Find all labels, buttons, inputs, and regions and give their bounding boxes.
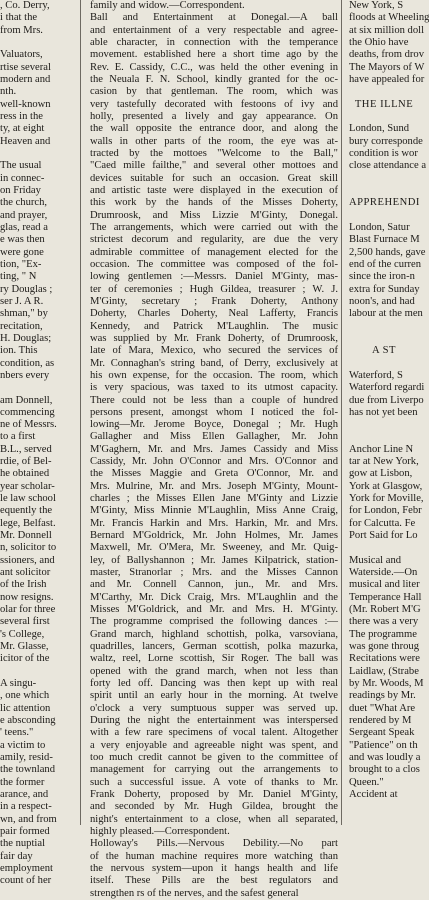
text-line: lege, Belfast. bbox=[0, 517, 56, 529]
text-line: Maxwell, Mr. O'Mera, Mr. Sweeney, and Mr. Quig- bbox=[90, 542, 338, 554]
text-line: ion. This bbox=[0, 345, 38, 357]
text-line: duet "What Are bbox=[349, 702, 416, 714]
text-line: condition, as bbox=[0, 357, 55, 369]
text-line: Misses M'Goldrick, and Mr. and Mrs. H. M'Ginty. bbox=[90, 604, 338, 616]
text-line: employment bbox=[0, 862, 53, 874]
text-line: ress in the bbox=[0, 110, 43, 122]
text-line: nbers every bbox=[0, 369, 50, 381]
text-line: the Ohio have bbox=[349, 36, 409, 48]
text-line: tracted by the mottoes "Welcome to the Ball," bbox=[90, 147, 338, 159]
text-line: have appealed for bbox=[349, 73, 425, 85]
column-rule-right bbox=[341, 0, 342, 825]
text-line: Waterford, S bbox=[349, 369, 403, 381]
text-line: master, Stranorlar ; Mrs. and the Misses Cannon bbox=[90, 567, 338, 579]
text-line: e was then bbox=[0, 234, 45, 246]
text-line: A singu- bbox=[0, 678, 37, 690]
text-line bbox=[0, 382, 76, 394]
text-line bbox=[346, 358, 419, 370]
text-line: Gallagher and Miss Ellen Gallagher, Mr. John bbox=[90, 431, 338, 443]
text-line: le law school bbox=[0, 493, 56, 505]
text-line: Mr. Donnell bbox=[0, 530, 52, 542]
text-line: musical and liter bbox=[349, 579, 420, 591]
text-line: the nuptial bbox=[0, 838, 46, 850]
text-line: 's College, bbox=[0, 628, 45, 640]
text-line: Doherty, Charles Doherty, Neal Lafferty, Francis bbox=[90, 308, 338, 320]
text-line: casion by that gentleman. The room, which was bbox=[90, 86, 338, 98]
text-line: 2,500 hands, gave bbox=[349, 246, 426, 258]
text-line: of the Irish bbox=[0, 579, 47, 591]
text-line: "Caed mille failthe," and several other mottoes and bbox=[90, 160, 338, 172]
text-line: APPREHENDI bbox=[349, 197, 420, 209]
text-line: has not yet been bbox=[349, 406, 418, 418]
text-line bbox=[346, 419, 419, 431]
text-line: n, solicitor to bbox=[0, 542, 57, 554]
text-line: family and widow.—Correspondent. bbox=[90, 0, 245, 11]
text-line: modern and bbox=[0, 73, 51, 85]
text-line: very tastefully decorated with festoons of ivy and bbox=[90, 98, 338, 110]
text-line: Drumroosk, and Miss Lizzie M'Ginty, Donegal. bbox=[90, 209, 338, 221]
text-line: highly pleased.—Correspondent. bbox=[90, 825, 230, 837]
text-line: lic attention bbox=[0, 702, 51, 714]
text-line: of the human machine requires more watching than bbox=[90, 850, 338, 862]
text-line: , Co. Derry, bbox=[0, 0, 50, 11]
text-line: shman," by bbox=[0, 308, 48, 320]
text-line: bury corresponde bbox=[349, 135, 423, 147]
text-line: o'clock a very sumptuous supper was served up. bbox=[90, 702, 338, 714]
text-line: New York, S bbox=[349, 0, 404, 11]
text-line: is very spacious, was taxed to its utmost capacity. bbox=[90, 382, 338, 394]
text-line: strengthen rs of the nerves, and the safest general bbox=[90, 887, 299, 899]
text-line: holly, presented a lively and gay appearance. On bbox=[90, 110, 338, 122]
text-line: was supplied by Mr. Frank Doherty, of Drumroosk, bbox=[90, 332, 338, 344]
text-line: H. Douglas; bbox=[0, 332, 52, 344]
text-line: (Mr. Robert M'G bbox=[349, 604, 421, 616]
text-line: devices suitable for such an occasion. Great skill bbox=[90, 172, 338, 184]
text-line: several first bbox=[0, 616, 50, 628]
text-line: tar at New York, bbox=[349, 456, 419, 468]
text-line: labour at the men bbox=[349, 308, 423, 320]
text-line: During the night the entertainment was interspersed bbox=[90, 715, 338, 727]
text-line: opened with the grand march, when not less than bbox=[90, 665, 338, 677]
text-line: Recitations were bbox=[349, 653, 420, 665]
middle-column-text bbox=[86, 0, 338, 900]
left-column-text bbox=[0, 0, 76, 888]
text-line: the Neuala F. N. School, kindly granted for the oc- bbox=[90, 73, 338, 85]
text-line: Ball and Entertainment at Donegal.—A ball bbox=[90, 12, 338, 24]
text-line: pair formed bbox=[0, 825, 50, 837]
text-line: occasion. The committee was composed of the fol- bbox=[90, 258, 338, 270]
text-line: spirit until an early hour in the morning. At twelve bbox=[90, 690, 338, 702]
text-line: and artistic taste were displayed in the execution of bbox=[90, 184, 338, 196]
text-line: a victim to bbox=[0, 739, 46, 751]
text-line bbox=[346, 431, 419, 443]
text-line: and Mr. Connell Cannon, jun., Mr. and Mrs. bbox=[90, 579, 338, 591]
text-line: The programme comprised the following dances :— bbox=[90, 616, 338, 628]
text-line: ser J. A R. bbox=[0, 295, 44, 307]
text-line: lowing gentlemen :—Messrs. Daniel M'Ginty, mas- bbox=[90, 271, 338, 283]
text-line: A ST bbox=[371, 345, 397, 357]
text-line bbox=[346, 111, 419, 123]
text-line: to a first bbox=[0, 431, 36, 443]
text-line: and entertainment of a very respectable and agree- bbox=[90, 24, 338, 36]
text-line: admirable committee of management elected for the bbox=[90, 246, 338, 258]
text-line: Port Said for Lo bbox=[349, 530, 418, 542]
text-line: rendered by M bbox=[349, 715, 412, 727]
text-line: movement. established here a short time ago by the bbox=[90, 49, 338, 61]
text-line: M'Carthy, Mr. Dick Craig, Mrs. M'Laughlin and the bbox=[90, 591, 338, 603]
text-line: THE ILLNE bbox=[354, 98, 414, 110]
text-line: ty, at eight bbox=[0, 123, 45, 135]
text-line: itself. These Pills are the best regulators and bbox=[90, 875, 338, 887]
text-line bbox=[346, 173, 419, 185]
text-line: extra for Sunday bbox=[349, 283, 420, 295]
text-line: at six million doll bbox=[349, 24, 425, 36]
text-line: due from Liverpo bbox=[349, 394, 424, 406]
right-column-text bbox=[346, 0, 429, 801]
text-line: Blast Furnace M bbox=[349, 234, 420, 246]
text-line: icitor of the bbox=[0, 653, 50, 665]
text-line: waltz, reel, Lorne scottish, Sir Roger. The ball was bbox=[90, 653, 338, 665]
text-line: were gone bbox=[0, 246, 44, 258]
text-line: was gone throug bbox=[349, 641, 420, 653]
text-line: London, Satur bbox=[349, 221, 410, 233]
text-line: readings by Mr. bbox=[349, 690, 416, 702]
text-line bbox=[346, 86, 419, 98]
text-line: ne of Messrs. bbox=[0, 419, 57, 431]
left-column bbox=[0, 0, 76, 887]
middle-column bbox=[86, 0, 338, 899]
text-line: by Mr. Woods, M bbox=[349, 678, 424, 690]
text-line: the former bbox=[0, 776, 45, 788]
text-line: Mrs. Mulrine, Mr. and Mrs. Joseph M'Ginty, Mount- bbox=[90, 480, 338, 492]
text-line: i that the bbox=[0, 12, 38, 24]
text-line: fair day bbox=[0, 850, 33, 862]
text-line: Rev. E. Cassidy, C.C., was held the other evening in bbox=[90, 61, 338, 73]
text-line: Mr. Glasse, bbox=[0, 641, 49, 653]
text-line: persons present, amongst whom I noticed the fol- bbox=[90, 406, 338, 418]
text-line: Kennedy, and Patrick M'Laughlin. The music bbox=[90, 320, 338, 332]
text-line: Holloway's Pills.—Nervous Debility.—No part bbox=[90, 838, 338, 850]
text-line bbox=[0, 37, 76, 49]
text-line: Waterside.—On bbox=[349, 567, 418, 579]
text-line: arance, and bbox=[0, 789, 49, 800]
text-line: amily, resid- bbox=[0, 752, 53, 764]
text-line bbox=[346, 542, 419, 554]
text-line: glas, read a bbox=[0, 221, 48, 233]
text-line: Mr. Connaghan's string band, of Derry, exclusively at bbox=[90, 357, 338, 369]
text-line: rdie, of Bel- bbox=[0, 456, 52, 468]
text-line: tion, "Ex- bbox=[0, 258, 42, 270]
text-line: in a respect- bbox=[0, 801, 52, 813]
text-line: commencing bbox=[0, 406, 55, 418]
text-line bbox=[346, 321, 419, 333]
text-line: his own expense, for the occasion. The room, which bbox=[90, 369, 338, 381]
text-line: the church, bbox=[0, 197, 48, 209]
text-line: charles ; the Misses Ellen Jane M'Ginty and Lizzie bbox=[90, 493, 338, 505]
text-line: "Patience" on th bbox=[349, 739, 418, 751]
text-line: e absconding bbox=[0, 715, 56, 727]
text-line: night's entertainment to a close, when all separated, bbox=[90, 813, 338, 825]
text-line: ley, of Ballyshannon ; Mr. James Kilpatrick, station- bbox=[90, 554, 338, 566]
text-line: close attendance a bbox=[349, 160, 427, 172]
text-line: a very enjoyable and agreeable night was spent, and bbox=[90, 739, 338, 751]
text-line: equently the bbox=[0, 505, 53, 517]
text-line: floods at Wheeling bbox=[349, 12, 429, 24]
text-line: Bernard M'Goldrick, Mr. John Holmes, Mr. James bbox=[90, 530, 338, 542]
text-line: Accident at bbox=[349, 789, 398, 800]
text-line: Cassidy, Mr. John O'Connor and Mrs. O'Connor and bbox=[90, 456, 338, 468]
text-line: M'Ginty, secretary ; Frank Doherty, Anthony bbox=[90, 295, 338, 307]
right-column bbox=[346, 0, 429, 825]
text-line: nth. bbox=[0, 86, 17, 98]
text-line: There could not be less than a couple of hundred bbox=[90, 394, 338, 406]
text-line: condition is wor bbox=[349, 147, 418, 159]
text-line: ' teens." bbox=[0, 727, 34, 739]
text-line bbox=[346, 333, 419, 345]
text-line: with a few rare specimens of vocal talent. Altogether bbox=[90, 727, 338, 739]
text-line: Queen." bbox=[349, 776, 384, 788]
text-line: on Friday bbox=[0, 184, 41, 196]
text-line: ting, " N bbox=[0, 271, 37, 283]
text-line: The Mayors of W bbox=[349, 61, 425, 73]
text-line: and seconded by Mr. Hugh Gildea, brought the bbox=[90, 801, 338, 813]
text-line: brought to a clos bbox=[349, 764, 420, 776]
text-line: since the iron-n bbox=[349, 271, 415, 283]
text-line: Temperance Hall bbox=[349, 591, 422, 603]
text-line: too much credit cannot be given to the committee of bbox=[90, 752, 338, 764]
text-line: The arrangements, which were carried out with the bbox=[90, 221, 338, 233]
text-line: Laidlaw, (Strabe bbox=[349, 665, 419, 677]
text-line: olar for three bbox=[0, 604, 56, 616]
text-line: walls in other parts of the room, the eye was at- bbox=[90, 135, 338, 147]
text-line: the Misses Maggie and Greta O'Connor, Mr. and bbox=[90, 468, 338, 480]
text-line: for Calcutta. Fe bbox=[349, 517, 416, 529]
text-line: Grand march, highland schottish, polka, varsoviana, bbox=[90, 628, 338, 640]
text-line: Anchor Line N bbox=[349, 443, 414, 455]
text-line: able character, in connection with the temperance bbox=[90, 36, 338, 48]
text-line: the townland bbox=[0, 764, 56, 776]
text-line: York at Glasgow, bbox=[349, 480, 423, 492]
text-line: Valuators, bbox=[0, 49, 43, 61]
text-line: Sergeant Speak bbox=[349, 727, 415, 739]
text-line: wn, and from bbox=[0, 813, 57, 825]
text-line: this work by the hands of the Misses Doherty, bbox=[90, 197, 338, 209]
text-line: the wall opposite the entrance door, and along the bbox=[90, 123, 338, 135]
text-line: Waterford regardi bbox=[349, 382, 425, 394]
text-line: for London, Febr bbox=[349, 505, 422, 517]
text-line: ry Douglas ; bbox=[0, 283, 53, 295]
text-line: York for Moville, bbox=[349, 493, 424, 505]
text-line: ssioners, and bbox=[0, 554, 55, 566]
text-line: The programme bbox=[349, 628, 417, 640]
text-line: gow at Lisbon, bbox=[349, 468, 413, 480]
text-line: lowing—Mr. Jerome Boyce, Donegal ; Mr. Hugh bbox=[90, 419, 338, 431]
text-line: Frank Doherty, proposed by Mr. Daniel M'Ginty, bbox=[90, 789, 338, 800]
text-line: The usual bbox=[0, 160, 42, 172]
text-line: strictest decorum and regularity, are due the very bbox=[90, 234, 338, 246]
text-line: ter of ceremonies ; Hugh Gildea, treasurer ; W. J. bbox=[90, 283, 338, 295]
text-line: quadrilles, lancers, German scottish, polka mazurka, bbox=[90, 641, 338, 653]
text-line: now resigns. bbox=[0, 591, 54, 603]
text-line: M'Gaghern, Mr. and Mrs. James Cassidy and Miss bbox=[90, 443, 338, 455]
column-rule-left bbox=[80, 0, 81, 825]
text-line: in connec- bbox=[0, 172, 45, 184]
text-line: rtise several bbox=[0, 61, 51, 73]
text-line bbox=[0, 666, 76, 678]
text-line: London, Sund bbox=[349, 123, 410, 135]
text-line: Mr. Francis Harkin and Mrs. Harkin, Mr. and Mrs. bbox=[90, 517, 338, 529]
text-line: late of Mara, Mexico, who secured the services of bbox=[90, 345, 338, 357]
text-line bbox=[346, 210, 419, 222]
text-line: management for carrying out the arrangements to bbox=[90, 764, 338, 776]
text-line: well-known bbox=[0, 98, 51, 110]
text-line: the nervous system—upon it hangs health and life bbox=[90, 862, 338, 874]
text-line: from Mrs. bbox=[0, 24, 43, 36]
text-line: and was loudly a bbox=[349, 752, 421, 764]
text-line bbox=[346, 185, 419, 197]
text-line: and prayer, bbox=[0, 209, 48, 221]
text-line: Heaven and bbox=[0, 135, 51, 147]
text-line: noon's, and had bbox=[349, 295, 415, 307]
text-line: end of the curren bbox=[349, 258, 422, 270]
text-line: Musical and bbox=[349, 554, 402, 566]
text-line: am Donnell, bbox=[0, 394, 53, 406]
text-line: recitation, bbox=[0, 320, 43, 332]
text-line: such a successful issue. A vote of thanks to Mr. bbox=[90, 776, 338, 788]
text-line: M'Ginty, Miss Minnie M'Laughlin, Miss Anne Craig, bbox=[90, 505, 338, 517]
text-line: year scholar- bbox=[0, 480, 55, 492]
text-line: there was a very bbox=[349, 616, 419, 628]
text-line: B.L., served bbox=[0, 443, 52, 455]
text-line: forty led off. Dancing was then kept up with real bbox=[90, 678, 338, 690]
text-line: ant solicitor bbox=[0, 567, 51, 579]
text-line: count of her bbox=[0, 875, 52, 887]
text-line: , one which bbox=[0, 690, 50, 702]
text-line bbox=[0, 148, 76, 160]
text-line: deaths, from drov bbox=[349, 49, 425, 61]
text-line: he obtained bbox=[0, 468, 50, 480]
